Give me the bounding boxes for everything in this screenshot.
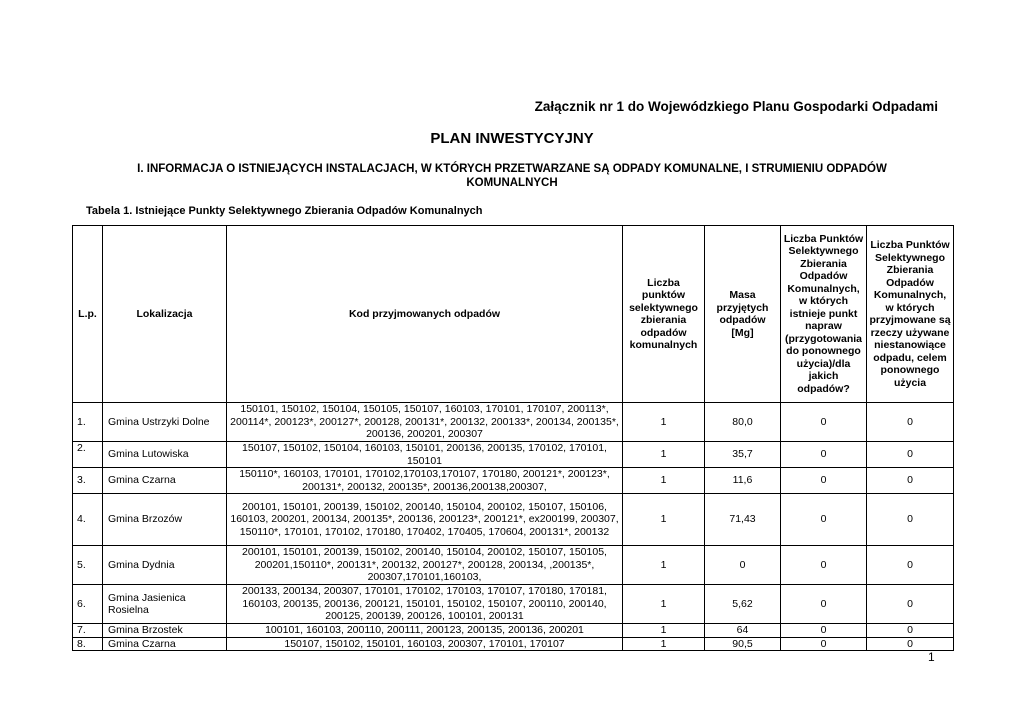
- cell-location: Gmina Jasienica Rosielna: [103, 585, 227, 624]
- cell-repair-points: 0: [781, 624, 867, 638]
- cell-mass: 71,43: [705, 494, 781, 546]
- cell-lp: 4.: [73, 494, 103, 546]
- table-header-row: [73, 226, 954, 403]
- col-header-location: Lokalizacja: [103, 226, 227, 403]
- cell-mass: 35,7: [705, 442, 781, 468]
- col-header-waste-codes: Kod przyjmowanych odpadów: [227, 226, 623, 403]
- cell-lp: 8.: [73, 637, 103, 651]
- cell-waste-codes: 100101, 160103, 200110, 200111, 200123, 200135, 200136, 200201: [227, 624, 623, 638]
- table-row: [73, 442, 954, 468]
- cell-reuse-points: 0: [867, 442, 954, 468]
- table-row: [73, 546, 954, 585]
- cell-repair-points: 0: [781, 637, 867, 651]
- cell-location: Gmina Brzozów: [103, 494, 227, 546]
- cell-reuse-points: 0: [867, 546, 954, 585]
- cell-location: Gmina Lutowiska: [103, 442, 227, 468]
- cell-waste-codes: 200133, 200134, 200307, 170101, 170102, 170103, 170107, 170180, 170181, 160103, 200135, 200136, 200121, 150101, 150102, 150107, 200110, 200140, 200125, 200139, 200126, 100101, 200131: [227, 585, 623, 624]
- cell-reuse-points: 0: [867, 494, 954, 546]
- cell-reuse-points: 0: [867, 468, 954, 494]
- cell-waste-codes: 150107, 150102, 150104, 160103, 150101, 200136, 200135, 170102, 170101, 150101: [227, 442, 623, 468]
- cell-repair-points: 0: [781, 494, 867, 546]
- cell-points-count: 1: [623, 494, 705, 546]
- cell-location: Gmina Czarna: [103, 468, 227, 494]
- col-header-points-count: Liczba punktów selektywnego zbierania odpadów komunalnych: [623, 226, 705, 403]
- cell-repair-points: 0: [781, 403, 867, 442]
- table-row: [73, 468, 954, 494]
- cell-waste-codes: 200101, 150101, 200139, 150102, 200140, 150104, 200102, 150107, 150105, 200201,150110*, 200131*, 200132, 200127*, 200128, 200134, ,200135*, 200307,170101,160103,: [227, 546, 623, 585]
- cell-repair-points: 0: [781, 442, 867, 468]
- table-row: [73, 494, 954, 546]
- col-header-reuse-points: Liczba Punktów Selektywnego Zbierania Odpadów Komunalnych, w których przyjmowane są rzeczy używane niestanowiące odpadu, celem ponownego użycia: [867, 226, 954, 403]
- cell-points-count: 1: [623, 637, 705, 651]
- plan-title: PLAN INWESTYCYJNY: [430, 130, 594, 147]
- cell-points-count: 1: [623, 442, 705, 468]
- cell-repair-points: 0: [781, 468, 867, 494]
- table-row: [73, 624, 954, 638]
- page-number: 1: [928, 650, 935, 664]
- cell-location: Gmina Czarna: [103, 637, 227, 651]
- cell-mass: 64: [705, 624, 781, 638]
- cell-mass: 0: [705, 546, 781, 585]
- cell-points-count: 1: [623, 468, 705, 494]
- cell-location: Gmina Brzostek: [103, 624, 227, 638]
- cell-points-count: 1: [623, 624, 705, 638]
- cell-mass: 11,6: [705, 468, 781, 494]
- cell-waste-codes: 150101, 150102, 150104, 150105, 150107, 160103, 170101, 170107, 200113*, 200114*, 200123*, 200127*, 200128, 200131*, 200132, 200133*, 200134, 200135*, 200136, 200201, 200307: [227, 403, 623, 442]
- cell-lp: 5.: [73, 546, 103, 585]
- cell-reuse-points: 0: [867, 637, 954, 651]
- cell-lp: 3.: [73, 468, 103, 494]
- cell-waste-codes: 200101, 150101, 200139, 150102, 200140, 150104, 200102, 150107, 150106, 160103, 200201, 200134, 200135*, 200136, 200123*, 200121*, ex200199, 200307, 150110*, 170101, 170102, 170180, 170402, 170405, 170604, 200131*, 200132: [227, 494, 623, 546]
- cell-points-count: 1: [623, 585, 705, 624]
- cell-points-count: 1: [623, 403, 705, 442]
- cell-mass: 90,5: [705, 637, 781, 651]
- cell-location: Gmina Dydnia: [103, 546, 227, 585]
- table-caption: Tabela 1. Istniejące Punkty Selektywnego Zbierania Odpadów Komunalnych: [86, 205, 483, 217]
- annex-title: Załącznik nr 1 do Wojewódzkiego Planu Gospodarki Odpadami: [534, 99, 938, 114]
- table-row: [73, 585, 954, 624]
- cell-waste-codes: 150110*, 160103, 170101, 170102,170103,170107, 170180, 200121*, 200123*, 200131*, 200132, 200135*, 200136,200138,200307,: [227, 468, 623, 494]
- col-header-repair-points: Liczba Punktów Selektywnego Zbierania Odpadów Komunalnych, w których istnieje punkt napraw (przygotowania do ponownego użycia)/dla jakich odpadów?: [781, 226, 867, 403]
- cell-reuse-points: 0: [867, 585, 954, 624]
- cell-repair-points: 0: [781, 546, 867, 585]
- section-title: I. INFORMACJA O ISTNIEJĄCYCH INSTALACJACH, W KTÓRYCH PRZETWARZANE SĄ ODPADY KOMUNALNE, I STRUMIENIU ODPADÓW KOMUNALNYCH: [137, 163, 887, 189]
- table-row: [73, 403, 954, 442]
- table-row: [73, 637, 954, 651]
- cell-repair-points: 0: [781, 585, 867, 624]
- cell-reuse-points: 0: [867, 624, 954, 638]
- cell-reuse-points: 0: [867, 403, 954, 442]
- cell-mass: 80,0: [705, 403, 781, 442]
- cell-lp: 1.: [73, 403, 103, 442]
- cell-lp: 7.: [73, 624, 103, 638]
- collection-points-table: [72, 225, 954, 651]
- cell-location: Gmina Ustrzyki Dolne: [103, 403, 227, 442]
- cell-waste-codes: 150107, 150102, 150101, 160103, 200307, 170101, 170107: [227, 637, 623, 651]
- col-header-lp: L.p.: [73, 226, 103, 403]
- cell-lp: 6.: [73, 585, 103, 624]
- cell-lp: 2.: [73, 442, 103, 468]
- cell-points-count: 1: [623, 546, 705, 585]
- col-header-mass: Masa przyjętych odpadów [Mg]: [705, 226, 781, 403]
- cell-mass: 5,62: [705, 585, 781, 624]
